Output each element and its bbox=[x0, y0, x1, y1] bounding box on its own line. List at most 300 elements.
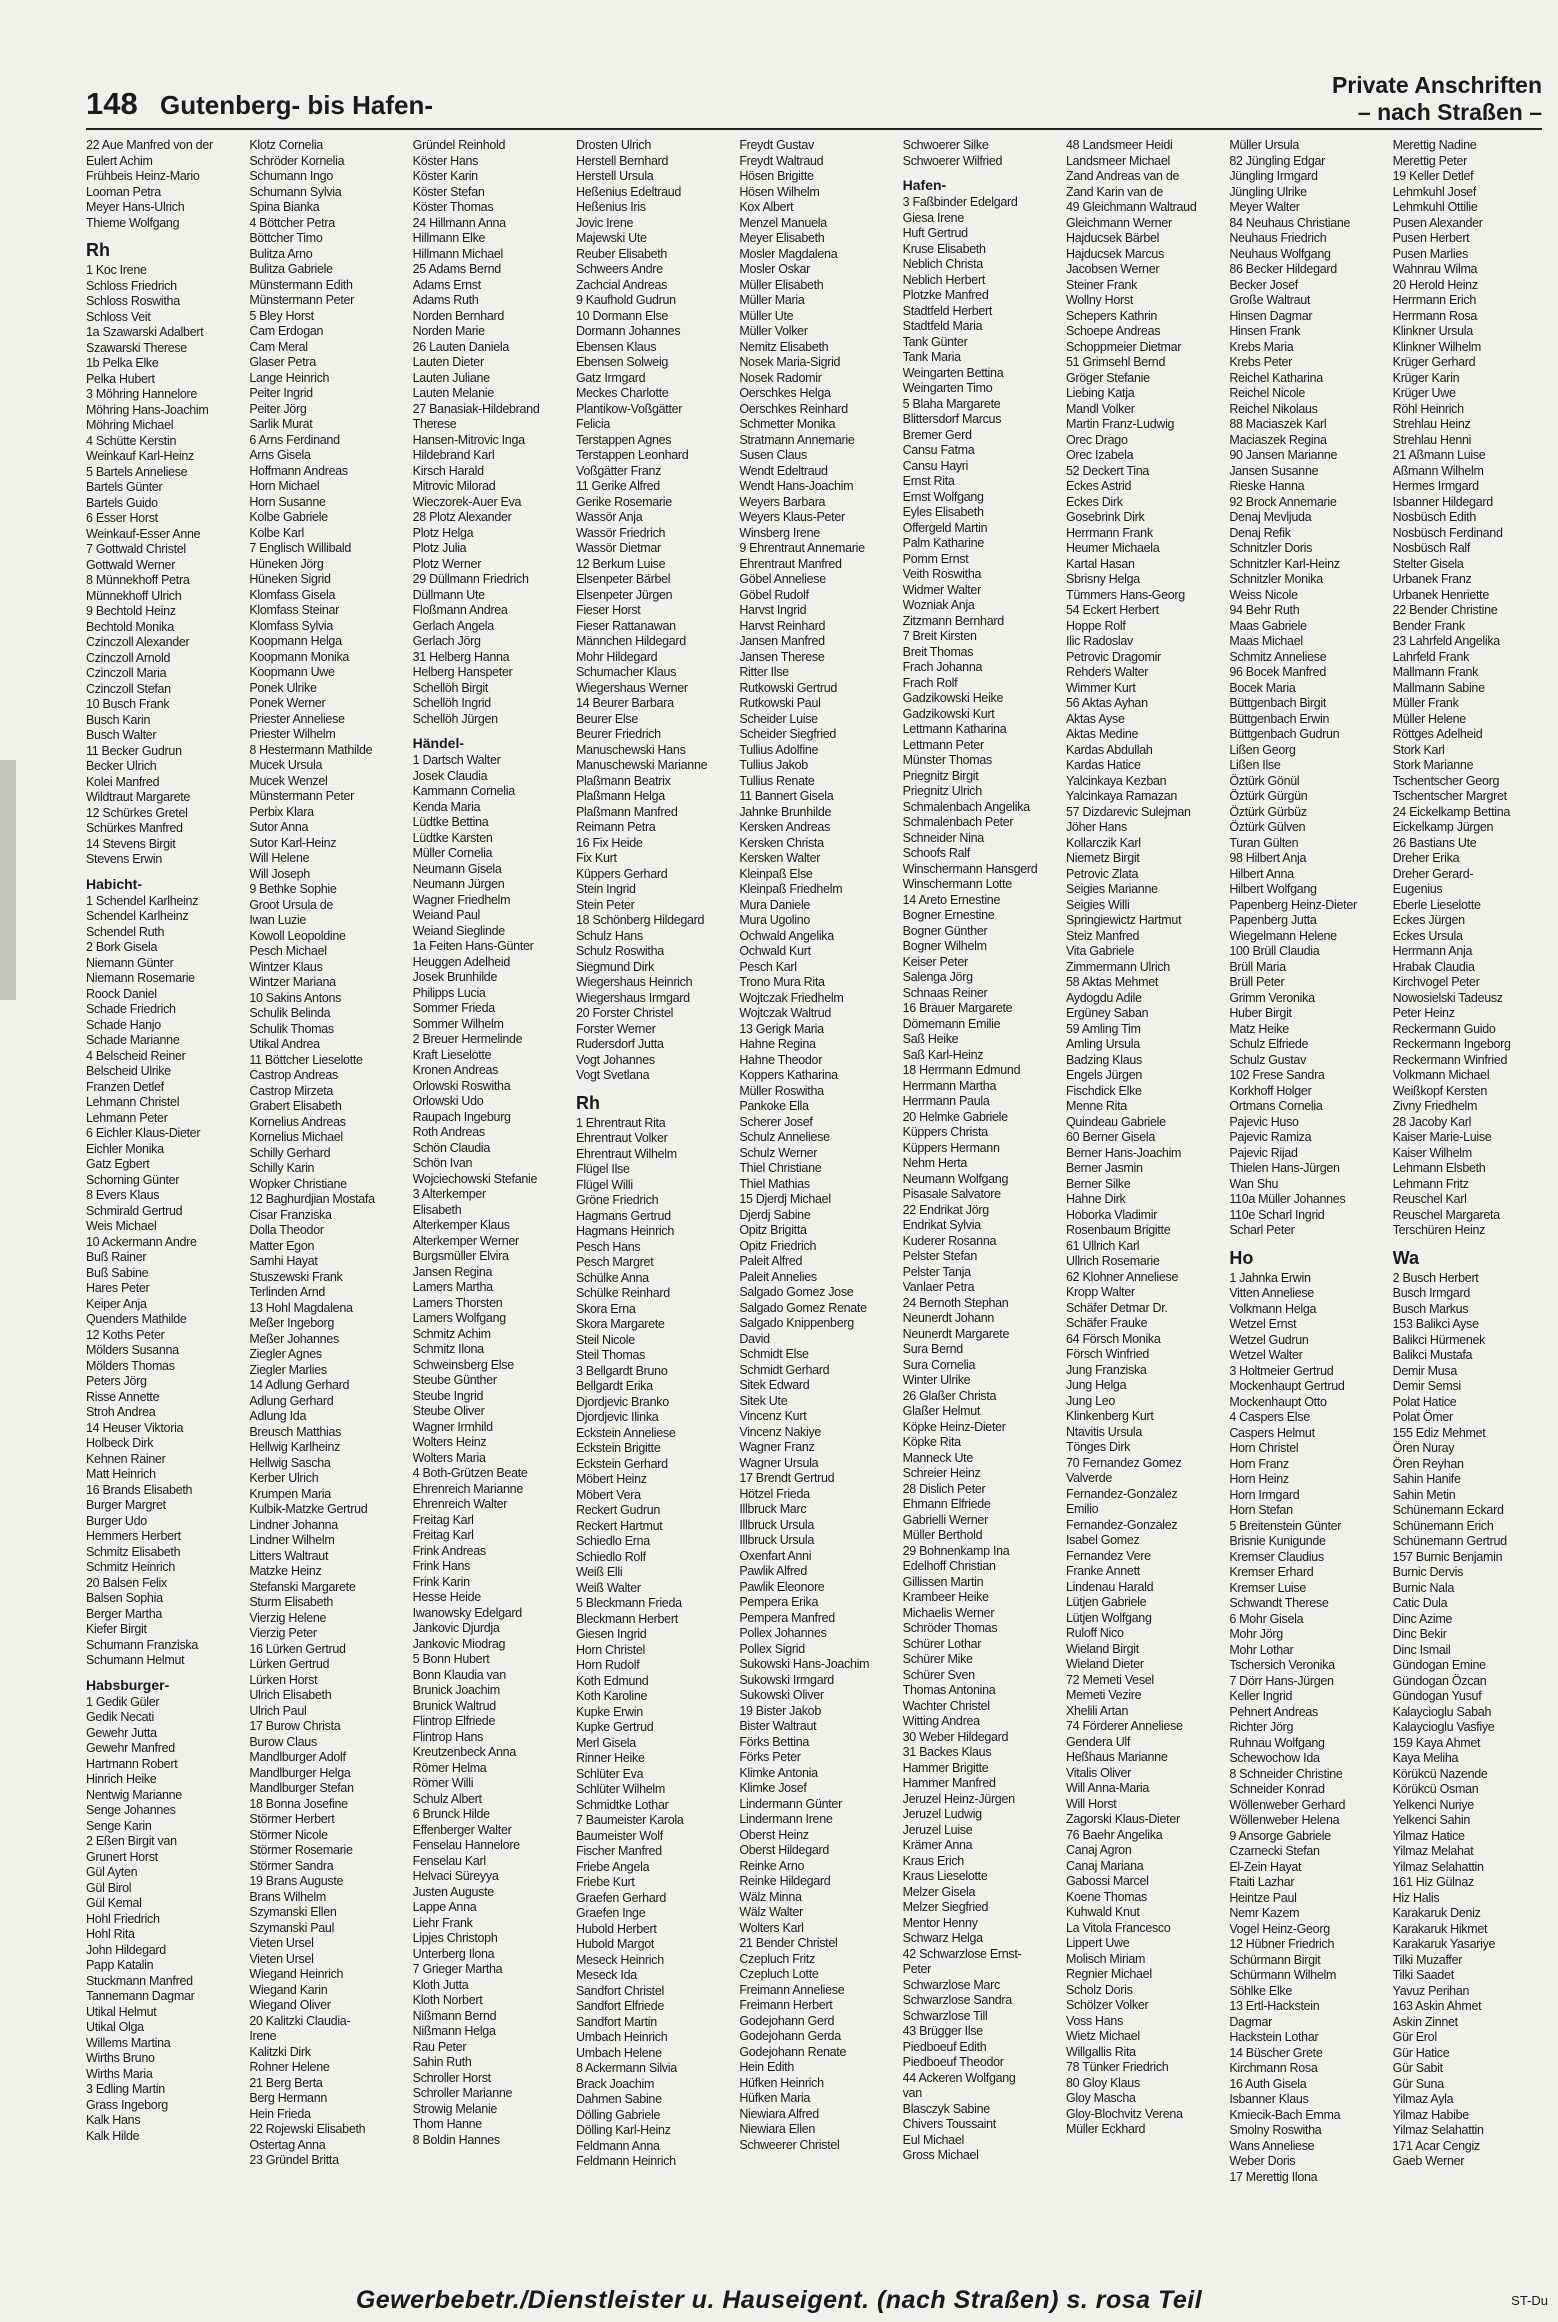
directory-entry: Pelster Tanja bbox=[902, 1264, 971, 1279]
directory-entry: 5 Breitenstein Günter bbox=[1229, 1518, 1342, 1533]
directory-entry: Herrmann Erich bbox=[1392, 293, 1476, 307]
directory-entry: Förks Peter bbox=[739, 1750, 801, 1764]
directory-entry: Gür Hatice bbox=[1392, 2045, 1450, 2060]
directory-entry: Pankoke Ella bbox=[739, 1099, 809, 1113]
directory-entry: Pawlik Alfred bbox=[739, 1564, 807, 1578]
directory-entry: Turan Gülten bbox=[1229, 835, 1299, 850]
directory-entry: Herrmann Martha bbox=[902, 1078, 997, 1093]
directory-entry: 18 Schönberg Hildegard bbox=[575, 913, 705, 927]
directory-entry: 2 Busch Herbert bbox=[1392, 1270, 1479, 1285]
directory-entry: Mucek Ursula bbox=[249, 758, 323, 772]
directory-entry: Will Horst bbox=[1065, 1796, 1117, 1811]
directory-entry: Wachter Christel bbox=[902, 1698, 990, 1713]
directory-entry: Umbach Heinrich bbox=[575, 2030, 668, 2044]
section-heading: Wa bbox=[1392, 1247, 1419, 1268]
directory-entry: Zand Karin van de bbox=[1065, 184, 1164, 199]
directory-entry: 48 Landsmeer Heidi bbox=[1065, 138, 1173, 152]
directory-entry: 19 Bister Jakob bbox=[739, 1703, 821, 1718]
directory-entry: Wojtczak Waltrud bbox=[739, 1006, 832, 1020]
directory-entry: Meseck Heinrich bbox=[575, 1952, 664, 1967]
page-number: 148 bbox=[86, 86, 138, 121]
directory-entry: Cam Erdogan bbox=[249, 324, 324, 338]
directory-entry: Schmitz Heinrich bbox=[86, 1560, 175, 1574]
directory-entry: Pisasale Salvatore bbox=[902, 1187, 1001, 1201]
directory-entry: Kuderer Rosanna bbox=[902, 1233, 997, 1248]
directory-entry: Kartal Hasan bbox=[1065, 556, 1135, 571]
directory-entry: Weyers Barbara bbox=[739, 494, 826, 509]
directory-entry: Blasczyk Sabine bbox=[902, 2101, 990, 2116]
directory-entry: Lamers Thorsten bbox=[412, 1295, 503, 1310]
directory-entry: Kleinpaß Friedhelm bbox=[739, 882, 843, 896]
directory-entry: Kloth Norbert bbox=[412, 1993, 483, 2007]
directory-entry: Nißmann Helga bbox=[412, 2024, 496, 2038]
directory-entry: Salenga Jörg bbox=[902, 970, 973, 984]
directory-entry: Jovic Irene bbox=[575, 215, 634, 230]
directory-entry: Schlüter Eva bbox=[575, 1766, 644, 1781]
directory-entry: Mandl Volker bbox=[1065, 401, 1135, 416]
directory-entry: Schilly Karin bbox=[249, 1161, 315, 1175]
directory-entry: Effenberger Walter bbox=[412, 1822, 512, 1837]
directory-entry: Zivny Friedhelm bbox=[1392, 1099, 1478, 1113]
directory-entry: Piedboeuf Edith bbox=[902, 2039, 987, 2054]
directory-entry: Wiegershaus Irmgard bbox=[575, 990, 690, 1005]
directory-entry: Godejohann Gerda bbox=[739, 2029, 841, 2043]
directory-entry: Ostertag Anna bbox=[249, 2137, 326, 2152]
directory-entry: Martin Franz-Ludwig bbox=[1065, 417, 1175, 431]
directory-entry: Gül Birol bbox=[86, 1880, 132, 1895]
directory-entry: Küppers Hermann bbox=[902, 1140, 1000, 1155]
directory-entry: Wagner Friedhelm bbox=[412, 892, 511, 907]
directory-entry: Heintze Paul bbox=[1229, 1890, 1297, 1905]
directory-entry: Vogt Svetlana bbox=[575, 1068, 650, 1082]
directory-entry: 3 Edling Martin bbox=[86, 2082, 165, 2096]
directory-entry: Lettmann Katharina bbox=[902, 722, 1007, 736]
directory-entry: Krebs Peter bbox=[1229, 355, 1293, 369]
directory-entry: Wendt Edeltraud bbox=[739, 463, 828, 478]
directory-entry: Will Anna-Maria bbox=[1065, 1781, 1150, 1795]
directory-entry: Jeruzel Ludwig bbox=[902, 1807, 982, 1821]
directory-entry: Strehlau Henni bbox=[1392, 432, 1472, 447]
directory-entry: David bbox=[739, 1331, 770, 1346]
directory-column bbox=[903, 138, 1056, 2278]
directory-entry: Pesch Hans bbox=[575, 1239, 641, 1254]
directory-column bbox=[413, 138, 566, 2278]
directory-entry: 20 Balsen Felix bbox=[86, 1575, 167, 1590]
directory-entry: Meyer Elisabeth bbox=[739, 231, 825, 245]
directory-entry: 14 Stevens Birgit bbox=[86, 836, 176, 851]
directory-entry: Bleckmann Herbert bbox=[575, 1611, 678, 1626]
directory-entry: 7 Grieger Martha bbox=[412, 1962, 503, 1976]
directory-entry: Pelster Stefan bbox=[902, 1249, 977, 1263]
directory-entry: Kox Albert bbox=[739, 200, 794, 214]
directory-entry: Köster Thomas bbox=[412, 200, 494, 214]
directory-entry: Stork Karl bbox=[1392, 742, 1445, 757]
directory-entry: Jöher Hans bbox=[1065, 820, 1127, 834]
directory-entry: 3 Bellgardt Bruno bbox=[575, 1363, 668, 1378]
directory-entry: Forster Werner bbox=[575, 1021, 656, 1036]
directory-entry: 16 Brauer Margarete bbox=[902, 1001, 1013, 1015]
directory-entry: Kremser Luise bbox=[1229, 1580, 1307, 1595]
directory-entry: Vogt Johannes bbox=[575, 1052, 655, 1067]
directory-entry: 8 Hestermann Mathilde bbox=[249, 742, 373, 757]
directory-entry: Sura Cornelia bbox=[902, 1357, 976, 1372]
directory-entry: 14 Areto Ernestine bbox=[902, 892, 1001, 907]
directory-entry: Kammann Cornelia bbox=[412, 784, 515, 798]
directory-entry: Menzel Manuela bbox=[739, 215, 827, 230]
directory-entry: Wagner Franz bbox=[739, 1440, 815, 1454]
directory-entry: Risse Annette bbox=[86, 1389, 160, 1404]
directory-entry: Schloss Roswitha bbox=[86, 294, 180, 308]
directory-entry: Wöllenweber Gerhard bbox=[1229, 1797, 1346, 1812]
directory-entry: Philipps Lucia bbox=[412, 985, 486, 1000]
directory-entry: Czinczoll Maria bbox=[86, 666, 167, 680]
directory-entry: Peiter Ingrid bbox=[249, 386, 313, 400]
directory-entry: Schulik Belinda bbox=[249, 1006, 331, 1020]
directory-entry: Fischer Manfred bbox=[575, 1844, 662, 1858]
directory-entry: Fernandez-Gonzalez bbox=[1065, 1486, 1178, 1501]
directory-entry: Mölders Thomas bbox=[86, 1358, 175, 1373]
directory-entry: Orec Drago bbox=[1065, 432, 1128, 447]
directory-entry: Reckermann Ingeborg bbox=[1392, 1037, 1511, 1051]
directory-entry: Widmer Walter bbox=[902, 582, 981, 597]
directory-entry: Frach Johanna bbox=[902, 660, 983, 674]
directory-entry: Hahne Dirk bbox=[1065, 1192, 1126, 1206]
directory-entry: Hötzel Frieda bbox=[739, 1486, 810, 1501]
directory-entry: Kuhwald Knut bbox=[1065, 1905, 1140, 1919]
directory-entry: Friebe Kurt bbox=[575, 1875, 635, 1889]
directory-entry: Herstell Bernhard bbox=[575, 153, 669, 168]
directory-entry: 90 Jansen Marianne bbox=[1229, 448, 1338, 462]
directory-entry: Krüger Gerhard bbox=[1392, 355, 1476, 369]
directory-entry: 7 Breit Kirsten bbox=[902, 629, 977, 643]
directory-entry: Terstappen Leonhard bbox=[575, 448, 689, 462]
directory-entry: 8 Evers Klaus bbox=[86, 1188, 160, 1202]
directory-entry: Arns Gisela bbox=[249, 448, 311, 462]
directory-entry: 24 Eickelkamp Bettina bbox=[1392, 804, 1511, 819]
directory-entry: Sahin Hanife bbox=[1392, 1472, 1461, 1486]
directory-entry: Merettig Peter bbox=[1392, 153, 1467, 168]
directory-entry: Molisch Miriam bbox=[1065, 1951, 1146, 1966]
directory-entry: Adlung Ida bbox=[249, 1409, 307, 1423]
directory-entry: Schürer Sven bbox=[902, 1667, 975, 1682]
directory-entry: 76 Baehr Angelika bbox=[1065, 1827, 1163, 1842]
directory-entry: Pollex Johannes bbox=[739, 1626, 827, 1640]
directory-entry: Krüger Karin bbox=[1392, 370, 1460, 385]
directory-entry: Köster Stefan bbox=[412, 184, 485, 199]
directory-entry: Kalk Hilde bbox=[86, 2128, 140, 2143]
directory-entry: Busch Irmgard bbox=[1392, 1286, 1471, 1300]
directory-entry: 31 Backes Klaus bbox=[902, 1745, 992, 1759]
directory-entry: Oberst Hildegard bbox=[739, 1843, 830, 1857]
directory-entry: Keller Ingrid bbox=[1229, 1689, 1293, 1703]
directory-entry: Schön Ivan bbox=[412, 1156, 473, 1170]
directory-entry: Graefen Gerhard bbox=[575, 1890, 666, 1905]
directory-entry: Adlung Gerhard bbox=[249, 1393, 334, 1408]
directory-entry: Stefanski Margarete bbox=[249, 1579, 356, 1594]
directory-entry: Kenda Maria bbox=[412, 799, 481, 814]
directory-entry: Gröger Stefanie bbox=[1065, 370, 1150, 385]
directory-entry: Oerschkes Helga bbox=[739, 386, 831, 400]
directory-entry: 54 Eckert Herbert bbox=[1065, 603, 1159, 617]
directory-entry: Pollex Sigrid bbox=[739, 1641, 805, 1656]
directory-entry: Plotzke Manfred bbox=[902, 288, 989, 302]
directory-entry: Hösen Brigitte bbox=[739, 169, 814, 183]
directory-entry: Grabert Elisabeth bbox=[249, 1099, 342, 1113]
directory-column bbox=[86, 138, 239, 2278]
directory-entry: Balsen Sophia bbox=[86, 1591, 163, 1605]
directory-entry: Groot Ursula de bbox=[249, 897, 334, 912]
directory-entry: Saß Heike bbox=[902, 1032, 959, 1046]
directory-entry: Gür Erol bbox=[1392, 2030, 1437, 2044]
directory-entry: Niewiara Alfred bbox=[739, 2106, 819, 2121]
directory-entry: Busch Karin bbox=[86, 712, 151, 727]
directory-entry: 11 Böttcher Lieselotte bbox=[249, 1052, 363, 1067]
directory-entry: Gadzikowski Kurt bbox=[902, 706, 995, 721]
directory-entry: Gadzikowski Heike bbox=[902, 691, 1004, 705]
directory-entry: Herstell Ursula bbox=[575, 169, 654, 183]
region-code: ST-Du bbox=[1511, 2293, 1548, 2308]
directory-entry: Keiper Anja bbox=[86, 1296, 147, 1311]
directory-entry: Heßenius Iris bbox=[575, 200, 646, 214]
directory-entry: 12 Hübner Friedrich bbox=[1229, 1937, 1335, 1951]
directory-entry: Hüfken Maria bbox=[739, 2091, 811, 2105]
directory-entry: Schmitz Ilona bbox=[412, 1342, 484, 1356]
directory-entry: Schulz Anneliese bbox=[739, 1130, 830, 1144]
directory-entry: Hillmann Elke bbox=[412, 231, 486, 245]
directory-entry: Utikal Helmut bbox=[86, 2004, 157, 2019]
directory-entry: Djordjevic Branko bbox=[575, 1394, 669, 1409]
directory-entry: Schülke Anna bbox=[575, 1270, 649, 1285]
directory-entry: Melzer Gisela bbox=[902, 1884, 976, 1899]
directory-entry: Hüneken Jörg bbox=[249, 556, 324, 571]
directory-entry: Jankovic Djurdja bbox=[412, 1621, 500, 1635]
directory-entry: 12 Berkum Luise bbox=[575, 556, 666, 571]
directory-entry: Horn Heinz bbox=[1229, 1472, 1289, 1486]
directory-entry: Scharl Peter bbox=[1229, 1223, 1295, 1237]
directory-entry: Schulz Roswitha bbox=[575, 944, 664, 958]
directory-entry: 11 Bannert Gisela bbox=[739, 789, 834, 803]
directory-entry: 98 Hilbert Anja bbox=[1229, 851, 1307, 865]
directory-entry: 9 Bethke Sophie bbox=[249, 882, 337, 896]
directory-entry: 17 Brendt Gertrud bbox=[739, 1471, 835, 1485]
directory-entry: Reuber Elisabeth bbox=[575, 246, 668, 261]
directory-entry: 15 Djerdj Michael bbox=[739, 1192, 831, 1206]
directory-entry: Römer Helma bbox=[412, 1760, 487, 1775]
directory-entry: Sandfort Christel bbox=[575, 1983, 664, 1998]
directory-entry: Landsmeer Michael bbox=[1065, 153, 1170, 168]
directory-entry: Orlowski Udo bbox=[412, 1094, 484, 1108]
directory-entry: Czinczoll Stefan bbox=[86, 681, 171, 696]
directory-entry: Ilic Radoslav bbox=[1065, 634, 1133, 648]
directory-entry: 1 Ehrentraut Rita bbox=[575, 1115, 666, 1130]
directory-entry: Reckermann Guido bbox=[1392, 1021, 1496, 1036]
directory-entry: Plotz Julia bbox=[412, 541, 467, 555]
directory-entry: Felicia bbox=[575, 417, 611, 431]
directory-entry: Hoppe Rolf bbox=[1065, 618, 1126, 633]
directory-entry: Schön Claudia bbox=[412, 1140, 491, 1155]
directory-entry: Nosbüsch Ferdinand bbox=[1392, 525, 1503, 540]
directory-entry: Matz Heike bbox=[1229, 1021, 1289, 1036]
directory-entry: Schmalenbach Angelika bbox=[902, 799, 1030, 814]
directory-entry: Wirths Bruno bbox=[86, 2051, 155, 2065]
directory-entry: Wiegershaus Werner bbox=[575, 680, 688, 695]
directory-entry: Schepers Kathrin bbox=[1065, 308, 1158, 323]
directory-entry: 26 Lauten Daniela bbox=[412, 339, 510, 354]
section-title-line2: – nach Straßen – bbox=[1357, 99, 1542, 125]
directory-entry: Wetzel Walter bbox=[1229, 1348, 1303, 1362]
directory-entry: 21 Bender Christel bbox=[739, 1936, 838, 1950]
directory-entry: 3 Alterkemper bbox=[412, 1187, 486, 1201]
directory-entry: 171 Acar Cengiz bbox=[1392, 2138, 1480, 2153]
directory-entry: Josek Brunhilde bbox=[412, 970, 498, 984]
directory-entry: Schumann Franziska bbox=[86, 1637, 199, 1652]
directory-entry: Graefen Inge bbox=[575, 1906, 646, 1920]
directory-entry: Gül Ayten bbox=[86, 1865, 138, 1879]
directory-entry: 16 Brands Elisabeth bbox=[86, 1482, 193, 1497]
directory-entry: Szymanski Ellen bbox=[249, 1905, 337, 1919]
directory-entry: Schäfer Frauke bbox=[1065, 1316, 1148, 1330]
directory-entry: Wieland Birgit bbox=[1065, 1641, 1139, 1656]
directory-entry: Papenberg Heinz-Dieter bbox=[1229, 897, 1357, 912]
directory-entry: Rosenbaum Brigitte bbox=[1065, 1223, 1171, 1237]
directory-entry: Schweerer Christel bbox=[739, 2137, 840, 2152]
directory-entry: Manuschewski Hans bbox=[575, 742, 686, 757]
directory-entry: Priester Wilhelm bbox=[249, 727, 336, 741]
directory-entry: Plotz Helga bbox=[412, 525, 474, 540]
directory-entry: Wolters Heinz bbox=[412, 1435, 487, 1449]
directory-entry: Sitek Ute bbox=[739, 1393, 788, 1408]
directory-entry: Schade Friedrich bbox=[86, 1002, 176, 1016]
directory-entry: 2 Bork Gisela bbox=[86, 940, 158, 954]
directory-entry: Wildtraut Margarete bbox=[86, 790, 191, 804]
directory-entry: Lappe Anna bbox=[412, 1900, 477, 1914]
directory-entry: Schloss Veit bbox=[86, 309, 151, 324]
directory-entry: Offergeld Martin bbox=[902, 520, 988, 535]
directory-entry: Beurer Friedrich bbox=[575, 727, 661, 741]
directory-entry: 7 Baumeister Karola bbox=[575, 1813, 684, 1827]
directory-entry: Jüngling Irmgard bbox=[1229, 169, 1318, 183]
directory-entry: Ruloff Nico bbox=[1065, 1626, 1124, 1640]
street-heading: Hafen- bbox=[902, 177, 947, 193]
directory-entry: Burgsmüller Elvira bbox=[412, 1249, 509, 1263]
directory-entry: Nemitz Elisabeth bbox=[739, 339, 829, 354]
directory-entry: Sutor Anna bbox=[249, 820, 309, 834]
directory-entry: Isbanner Klaus bbox=[1229, 2092, 1309, 2106]
directory-entry: 102 Frese Sandra bbox=[1229, 1068, 1325, 1082]
directory-entry: Schreier Heinz bbox=[902, 1466, 981, 1480]
directory-entry: Eckes Dirk bbox=[1065, 494, 1123, 509]
directory-entry: Winschermann Lotte bbox=[902, 877, 1012, 891]
directory-entry: Müller Eckhard bbox=[1065, 2122, 1146, 2136]
directory-entry: Freimann Herbert bbox=[739, 1998, 833, 2012]
directory-entry: Dölling Karl-Heinz bbox=[575, 2123, 671, 2137]
directory-entry: Cam Meral bbox=[249, 339, 308, 354]
directory-entry: Balikci Hürmenek bbox=[1392, 1332, 1486, 1347]
directory-entry: Frink Andreas bbox=[412, 1543, 486, 1558]
directory-entry: Illbruck Ursula bbox=[739, 1517, 815, 1532]
directory-entry: Aydogdu Adile bbox=[1065, 990, 1142, 1005]
directory-entry: Schulz Albert bbox=[412, 1791, 482, 1806]
directory-entry: Schilly Gerhard bbox=[249, 1145, 331, 1160]
directory-entry: Opitz Friedrich bbox=[739, 1238, 817, 1253]
directory-entry: Meseck Ida bbox=[575, 1968, 637, 1982]
directory-entry: Therese bbox=[412, 417, 457, 431]
directory-entry: Witting Andrea bbox=[902, 1714, 980, 1728]
directory-entry: Wieczorek-Auer Eva bbox=[412, 494, 522, 509]
directory-entry: 4 Caspers Else bbox=[1229, 1410, 1310, 1424]
directory-entry: Baumeister Wolf bbox=[575, 1828, 663, 1843]
directory-entry: Niemetz Birgit bbox=[1065, 851, 1140, 865]
directory-entry: Freydt Gustav bbox=[739, 138, 814, 152]
directory-entry: Plaßmann Helga bbox=[575, 789, 665, 803]
directory-column bbox=[576, 138, 729, 2278]
directory-entry: Schiedlo Rolf bbox=[575, 1549, 646, 1564]
directory-entry: Steil Nicole bbox=[575, 1332, 635, 1347]
directory-entry: Schünemann Gertrud bbox=[1392, 1534, 1507, 1548]
directory-entry: Schmirald Gertrud bbox=[86, 1203, 183, 1218]
directory-entry: Stork Marianne bbox=[1392, 758, 1474, 772]
directory-entry: Hinsen Dagmar bbox=[1229, 308, 1313, 323]
directory-entry: Meyer Walter bbox=[1229, 200, 1300, 214]
directory-entry: Eickelkamp Jürgen bbox=[1392, 820, 1494, 834]
directory-entry: Melzer Siegfried bbox=[902, 1900, 989, 1914]
directory-entry: Brunick Joachim bbox=[412, 1683, 500, 1697]
directory-entry: Mallmann Sabine bbox=[1392, 680, 1485, 695]
directory-entry: Kowoll Leopoldine bbox=[249, 928, 346, 943]
directory-entry: Wirths Maria bbox=[86, 2066, 153, 2081]
directory-entry: Salgado Gomez Jose bbox=[739, 1285, 854, 1299]
directory-entry: Neumann Jürgen bbox=[412, 877, 505, 891]
directory-entry: Josek Claudia bbox=[412, 768, 488, 783]
directory-entry: Öztürk Gürbüz bbox=[1229, 804, 1307, 819]
directory-entry: Schmitz Elisabeth bbox=[86, 1544, 181, 1559]
directory-entry: Rutkowski Paul bbox=[739, 696, 821, 710]
directory-entry: Herrmann Anja bbox=[1392, 944, 1473, 958]
directory-entry: Kropp Walter bbox=[1065, 1285, 1135, 1299]
directory-entry: Männchen Hildegard bbox=[575, 634, 686, 648]
directory-entry: Mandlburger Stefan bbox=[249, 1781, 354, 1795]
directory-entry: Krambeer Heike bbox=[902, 1590, 989, 1604]
directory-entry: Koopmann Uwe bbox=[249, 665, 335, 679]
directory-entry: Springiewictz Hartmut bbox=[1065, 913, 1182, 927]
directory-entry: 19 Keller Detlef bbox=[1392, 169, 1474, 183]
directory-entry: Hagmans Gertrud bbox=[575, 1208, 671, 1223]
directory-entry: Herrmann Paula bbox=[902, 1094, 990, 1108]
directory-entry: 6 Eichler Klaus-Dieter bbox=[86, 1126, 201, 1140]
directory-entry: Karakaruk Yasariye bbox=[1392, 1937, 1496, 1951]
directory-entry: Düllmann Ute bbox=[412, 587, 485, 602]
directory-entry: Burnic Nala bbox=[1392, 1580, 1454, 1595]
directory-entry: Ehrentraut Manfred bbox=[739, 556, 842, 571]
directory-entry: Lauten Dieter bbox=[412, 355, 484, 369]
directory-entry: Merettig Nadine bbox=[1392, 138, 1477, 152]
directory-entry: Spina Bianka bbox=[249, 200, 320, 214]
directory-entry: Störmer Nicole bbox=[249, 1827, 328, 1842]
directory-entry: 9 Bechtold Heinz bbox=[86, 604, 176, 618]
directory-entry: Lamers Martha bbox=[412, 1280, 493, 1294]
directory-entry: Skora Margarete bbox=[575, 1317, 665, 1331]
directory-entry: Lütjen Wolfgang bbox=[1065, 1610, 1152, 1625]
directory-entry: Adams Ruth bbox=[412, 293, 479, 307]
directory-entry: Klinkenberg Kurt bbox=[1065, 1409, 1154, 1423]
directory-entry: Bellgardt Erika bbox=[575, 1379, 653, 1393]
directory-entry: Wiegershaus Heinrich bbox=[575, 975, 693, 989]
directory-entry: Kirsch Harald bbox=[412, 463, 484, 478]
directory-entry: Jung Franziska bbox=[1065, 1362, 1147, 1377]
directory-entry: Neunerdt Johann bbox=[902, 1311, 995, 1325]
directory-entry: Samhi Hayat bbox=[249, 1254, 318, 1268]
directory-entry: Gedik Necati bbox=[86, 1710, 154, 1724]
